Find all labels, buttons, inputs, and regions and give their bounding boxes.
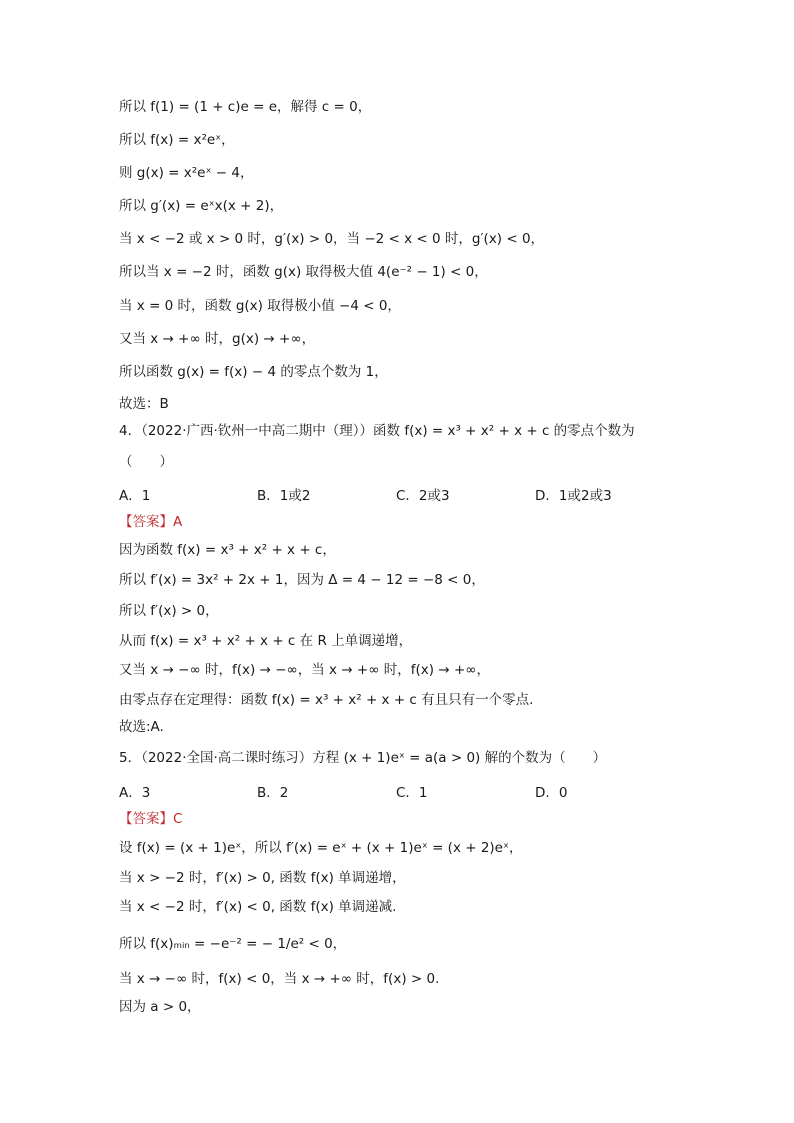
option-a: A．1: [119, 488, 151, 504]
option-d: D．0: [535, 785, 568, 801]
question-4-paren: （ ）: [119, 454, 173, 470]
solution-line: 所以 f′(x) > 0，: [119, 603, 219, 619]
solution-line: 设 f(x) = (x + 1)eˣ，所以 f′(x) = eˣ + (x + 1)eˣ = (x + 2)eˣ，: [119, 840, 523, 856]
option-a: A．3: [119, 785, 151, 801]
question-5-answer: 【答案】C: [119, 811, 183, 827]
question-5-stem: 5．（2022·全国·高二课时练习）方程 (x + 1)eˣ = a(a > 0) 解的个数为（ ）: [119, 750, 607, 766]
solution-line: 所以 f(x) = x²eˣ，: [119, 132, 235, 148]
solution-choice: 故选:A.: [119, 719, 164, 735]
solution-line: 因为函数 f(x) = x³ + x² + x + c，: [119, 542, 336, 558]
solution-line: 则 g(x) = x²eˣ − 4，: [119, 165, 254, 181]
solution-line: 所以 f(x)ₘᵢₙ = −e⁻² = − 1/e² < 0，: [119, 936, 347, 952]
solution-line: 由零点存在定理得：函数 f(x) = x³ + x² + x + c 有且只有一个零点.: [119, 692, 534, 708]
question-4-stem: 4．（2022·广西·钦州一中高二期中（理））函数 f(x) = x³ + x² + x + c 的零点个数为: [119, 423, 635, 439]
solution-line: 从而 f(x) = x³ + x² + x + c 在 R 上单调递增，: [119, 633, 413, 649]
solution-line: 所以当 x = −2 时，函数 g(x) 取得极大值 4(e⁻² − 1) < 0，: [119, 264, 488, 280]
solution-line: 所以函数 g(x) = f(x) − 4 的零点个数为 1，: [119, 364, 388, 380]
solution-line: 当 x → −∞ 时，f(x) < 0，当 x → +∞ 时，f(x) > 0.: [119, 971, 440, 987]
option-b: B．2: [257, 785, 289, 801]
question-4-options: [119, 486, 679, 506]
solution-line: 所以 f(1) = (1 + c)e = e，解得 c = 0，: [119, 99, 372, 115]
solution-line: 因为 a > 0，: [119, 999, 201, 1015]
solution-line: 当 x = 0 时，函数 g(x) 取得极小值 −4 < 0，: [119, 298, 401, 314]
solution-line: 又当 x → −∞ 时，f(x) → −∞，当 x → +∞ 时，f(x) → +∞，: [119, 662, 490, 678]
solution-line: 当 x < −2 或 x > 0 时，g′(x) > 0，当 −2 < x < 0 时，g′(x) < 0，: [119, 231, 545, 247]
option-c: C．2或3: [396, 488, 450, 504]
solution-line: 当 x > −2 时，f′(x) > 0, 函数 f(x) 单调递增，: [119, 870, 406, 886]
option-b: B．1或2: [257, 488, 311, 504]
solution-line: 当 x < −2 时，f′(x) < 0, 函数 f(x) 单调递减.: [119, 899, 397, 915]
solution-line: 所以 g′(x) = eˣx(x + 2)，: [119, 198, 284, 214]
question-5-options: [119, 783, 679, 803]
option-d: D．1或2或3: [535, 488, 612, 504]
question-4-answer: 【答案】A: [119, 514, 183, 530]
solution-line: 又当 x → +∞ 时，g(x) → +∞，: [119, 331, 316, 347]
option-c: C．1: [396, 785, 428, 801]
solution-line: 所以 f′(x) = 3x² + 2x + 1，因为 Δ = 4 − 12 = −8 < 0，: [119, 572, 485, 588]
solution-choice: 故选：B: [119, 396, 169, 412]
